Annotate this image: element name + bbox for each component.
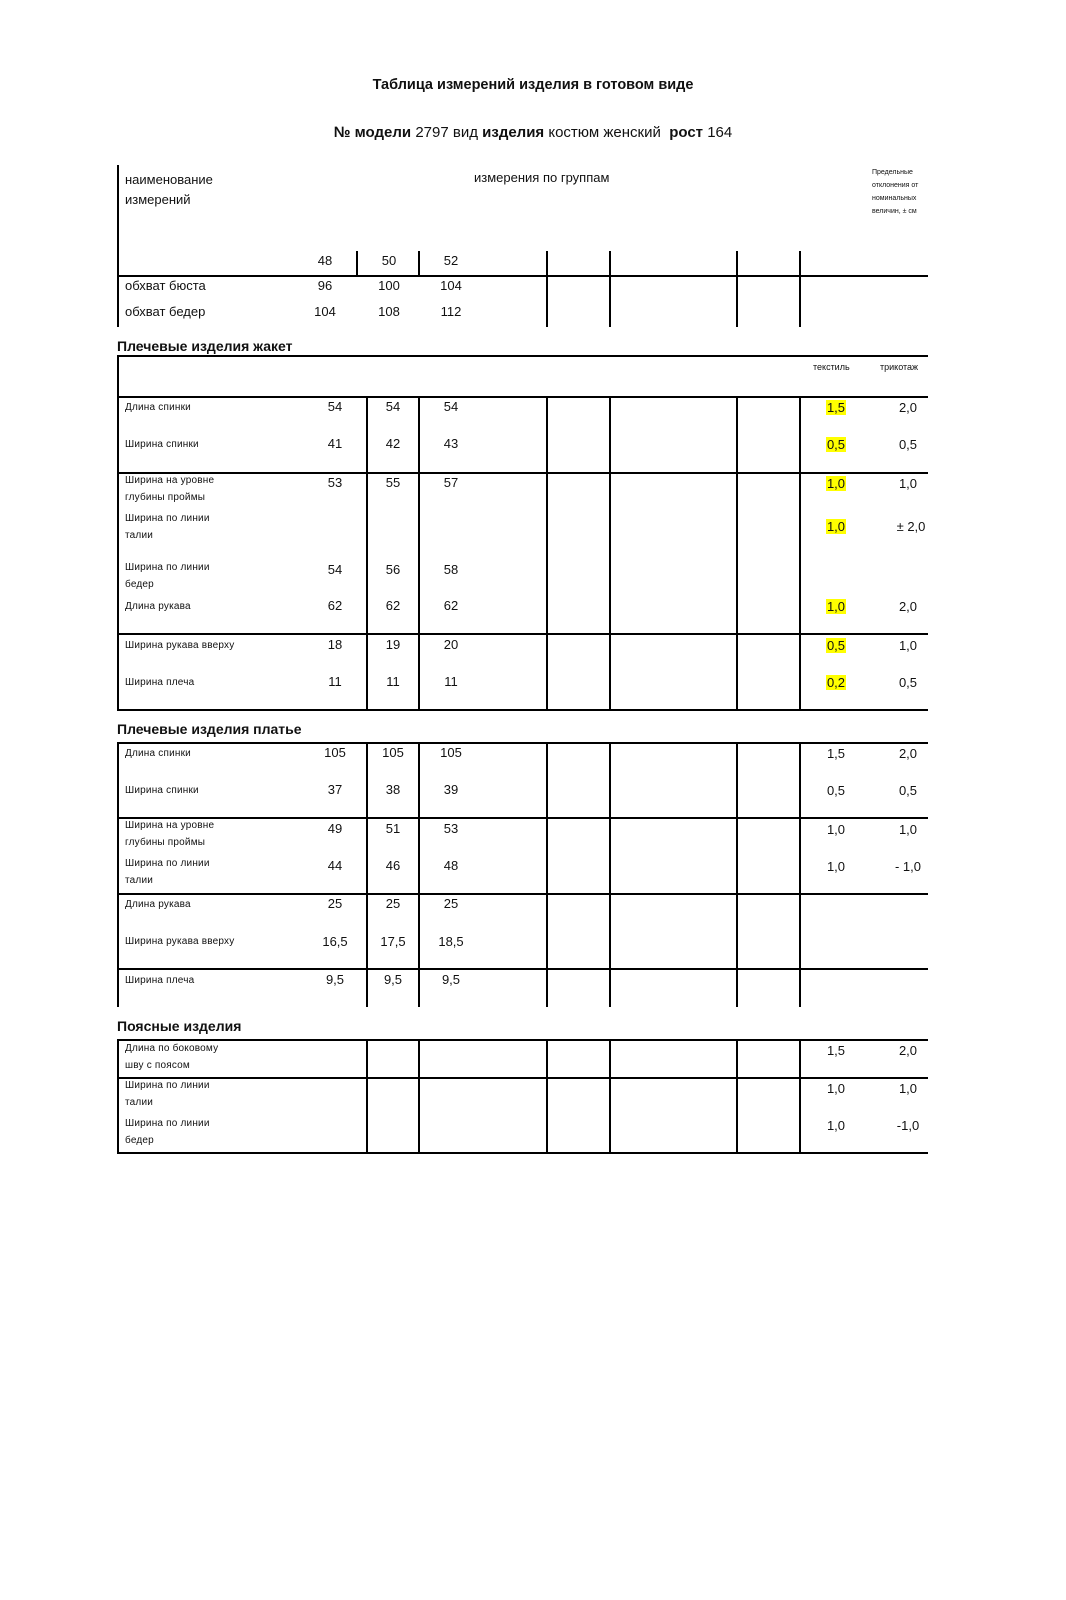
waist-row-knit: 2,0	[898, 1043, 918, 1058]
waist-row-name: Ширина по линии бедер	[125, 1118, 210, 1146]
grid-line	[117, 1152, 928, 1154]
dress-row-value: 49	[327, 821, 343, 836]
jacket-row-knit: 0,5	[898, 437, 918, 452]
grid-line	[356, 251, 358, 275]
dress-row-value: 25	[443, 896, 459, 911]
grid-line	[736, 1039, 738, 1153]
section-title-jacket: Плечевые изделия жакет	[117, 338, 293, 354]
waist-row-knit: -1,0	[896, 1118, 920, 1133]
grid-line	[117, 355, 119, 710]
model-label: № модели	[333, 124, 412, 141]
grid-line	[799, 251, 801, 327]
dress-row-value: 53	[443, 821, 459, 836]
jacket-row-value: 56	[385, 562, 401, 577]
jacket-row-value: 62	[385, 598, 401, 613]
grid-line	[799, 1039, 801, 1153]
grid-line	[117, 742, 119, 1007]
grid-line	[117, 1077, 928, 1079]
dress-row-knit: 0,5	[898, 783, 918, 798]
grid-line	[799, 396, 801, 710]
grid-line	[418, 742, 420, 1007]
jacket-row-value: 58	[443, 562, 459, 577]
base-row-name: обхват бюста	[125, 278, 206, 293]
grid-line	[117, 1039, 119, 1153]
size-52: 52	[443, 253, 459, 268]
grid-line	[546, 251, 548, 327]
dress-row-value: 9,5	[325, 972, 345, 987]
dress-row-value: 51	[385, 821, 401, 836]
dress-row-value: 37	[327, 782, 343, 797]
dress-row-value: 105	[382, 745, 404, 760]
jacket-row-name: Ширина на уровне глубины проймы	[125, 475, 215, 503]
base-row-value: 104	[314, 304, 336, 319]
grid-line	[609, 251, 611, 327]
jacket-row-name: Ширина плеча	[125, 677, 195, 688]
grid-line	[117, 633, 928, 635]
jacket-row-textile: 0,5	[826, 638, 846, 653]
header-groups-col: измерения по группам	[474, 170, 610, 185]
jacket-row-value: 53	[327, 475, 343, 490]
dress-row-name: Ширина рукава вверху	[125, 936, 235, 947]
waist-row-textile: 1,5	[826, 1043, 846, 1058]
grid-line	[117, 968, 928, 970]
section-title-dress: Плечевые изделия платье	[117, 721, 302, 737]
grid-line	[117, 742, 928, 744]
header-tolerance-col: Предельные отклонения от номинальных величин, ± см	[872, 169, 919, 215]
height-value: 164	[707, 124, 733, 141]
jacket-row-value: 55	[385, 475, 401, 490]
dress-row-name: Длина рукава	[125, 899, 191, 910]
grid-line	[736, 251, 738, 327]
grid-line	[799, 742, 801, 1007]
jacket-row-value: 18	[327, 637, 343, 652]
jacket-row-value: 43	[443, 436, 459, 451]
jacket-row-textile: 0,2	[826, 675, 846, 690]
grid-line	[117, 1039, 928, 1041]
dress-row-name: Ширина плеча	[125, 975, 195, 986]
waist-row-knit: 1,0	[898, 1081, 918, 1096]
dress-row-value: 44	[327, 858, 343, 873]
grid-line	[117, 817, 928, 819]
grid-line	[117, 893, 928, 895]
grid-line	[117, 355, 928, 357]
grid-line	[546, 396, 548, 710]
jacket-row-name: Ширина спинки	[125, 439, 199, 450]
jacket-row-textile: 1,0	[826, 519, 846, 534]
kind-value: костюм женский	[548, 124, 661, 141]
waist-row-name: Ширина по линии талии	[125, 1080, 210, 1108]
jacket-row-value: 54	[327, 562, 343, 577]
jacket-row-value: 11	[444, 674, 458, 689]
base-row-value: 100	[378, 278, 400, 293]
model-value: 2797	[415, 124, 449, 141]
dress-row-name: Длина спинки	[125, 748, 191, 759]
jacket-row-value: 42	[385, 436, 401, 451]
kind-prefix: вид	[452, 124, 478, 141]
document-subtitle	[0, 124, 1066, 141]
dress-row-textile: 0,5	[826, 783, 846, 798]
waist-row-textile: 1,0	[826, 1081, 846, 1096]
base-row-name: обхват бедер	[125, 304, 206, 319]
dress-row-textile: 1,5	[826, 746, 846, 761]
grid-line	[117, 275, 928, 277]
col-knit: трикотаж	[880, 362, 919, 372]
dress-row-name: Ширина спинки	[125, 785, 199, 796]
dress-row-value: 9,5	[441, 972, 461, 987]
grid-line	[736, 396, 738, 710]
grid-line	[117, 709, 928, 711]
jacket-row-name: Длина спинки	[125, 402, 191, 413]
jacket-row-textile: 1,0	[826, 476, 846, 491]
jacket-row-name: Длина рукава	[125, 601, 191, 612]
jacket-row-knit: 1,0	[898, 638, 918, 653]
dress-row-value: 25	[385, 896, 401, 911]
jacket-row-value: 11	[328, 674, 342, 689]
grid-line	[546, 1039, 548, 1153]
jacket-row-textile: 1,0	[826, 599, 846, 614]
jacket-row-value: 11	[386, 674, 400, 689]
section-title-waist: Поясные изделия	[117, 1018, 242, 1034]
jacket-row-value: 19	[385, 637, 401, 652]
dress-row-value: 17,5	[380, 934, 406, 949]
jacket-row-knit: ± 2,0	[896, 519, 926, 534]
dress-row-value: 16,5	[322, 934, 348, 949]
dress-row-value: 46	[385, 858, 401, 873]
jacket-row-name: Ширина рукава вверху	[125, 640, 235, 651]
grid-line	[609, 396, 611, 710]
grid-line	[546, 742, 548, 1007]
dress-row-value: 18,5	[438, 934, 464, 949]
dress-row-knit: 2,0	[898, 746, 918, 761]
jacket-row-value: 54	[443, 399, 459, 414]
jacket-row-knit: 1,0	[898, 476, 918, 491]
jacket-row-value: 57	[443, 475, 459, 490]
dress-row-value: 25	[327, 896, 343, 911]
jacket-row-value: 20	[443, 637, 459, 652]
base-row-value: 96	[317, 278, 333, 293]
jacket-row-textile: 1,5	[826, 400, 846, 415]
grid-line	[117, 396, 928, 398]
grid-line	[609, 1039, 611, 1153]
jacket-row-value: 54	[327, 399, 343, 414]
jacket-row-value: 41	[327, 436, 343, 451]
dress-row-value: 39	[443, 782, 459, 797]
base-row-value: 108	[378, 304, 400, 319]
grid-line	[736, 742, 738, 1007]
dress-row-value: 105	[440, 745, 462, 760]
grid-line	[609, 742, 611, 1007]
col-textile: текстиль	[813, 362, 850, 372]
jacket-row-value: 62	[327, 598, 343, 613]
dress-row-textile: 1,0	[826, 859, 846, 874]
height-label: рост	[669, 124, 704, 141]
grid-line	[418, 396, 420, 710]
jacket-row-textile: 0,5	[826, 437, 846, 452]
dress-row-textile: 1,0	[826, 822, 846, 837]
jacket-row-name: Ширина по линии талии	[125, 513, 210, 541]
header-name-col: наименование измерений	[125, 172, 213, 207]
dress-row-value: 9,5	[383, 972, 403, 987]
jacket-row-value: 54	[385, 399, 401, 414]
size-50: 50	[381, 253, 397, 268]
jacket-row-knit: 2,0	[898, 599, 918, 614]
dress-row-value: 38	[385, 782, 401, 797]
dress-row-value: 105	[324, 745, 346, 760]
dress-row-knit: - 1,0	[894, 859, 921, 874]
size-48: 48	[317, 253, 333, 268]
dress-row-knit: 1,0	[898, 822, 918, 837]
waist-row-name: Длина по боковому шву с поясом	[125, 1043, 219, 1071]
jacket-row-value: 62	[443, 598, 459, 613]
dress-row-value: 48	[443, 858, 459, 873]
grid-line	[117, 165, 119, 327]
grid-line	[117, 472, 928, 474]
grid-line	[418, 251, 420, 275]
jacket-row-knit: 0,5	[898, 675, 918, 690]
jacket-row-knit: 2,0	[898, 400, 918, 415]
base-row-value: 104	[440, 278, 462, 293]
base-row-value: 112	[440, 304, 462, 319]
dress-row-name: Ширина по линии талии	[125, 858, 210, 886]
waist-row-textile: 1,0	[826, 1118, 846, 1133]
grid-line	[418, 1039, 420, 1153]
grid-line	[366, 1039, 368, 1153]
jacket-row-name: Ширина по линии бедер	[125, 562, 210, 590]
dress-row-name: Ширина на уровне глубины проймы	[125, 820, 215, 848]
kind-label: изделия	[482, 124, 545, 141]
document-title: Таблица измерений изделия в готовом виде	[372, 77, 694, 93]
